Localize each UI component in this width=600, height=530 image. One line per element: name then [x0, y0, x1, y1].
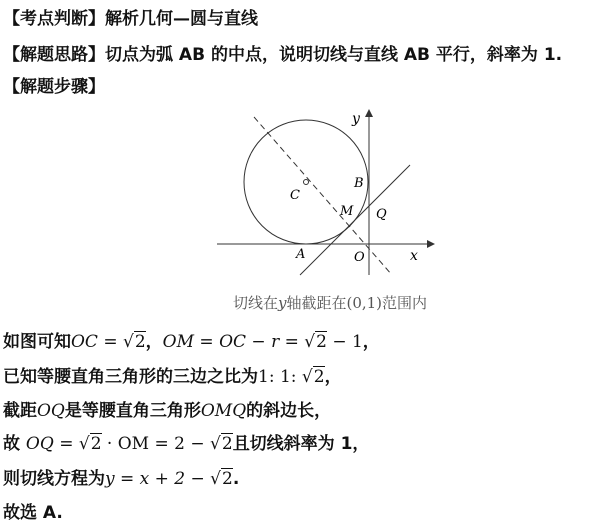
solution-step-5: 则切线方程为y = x + 2 − √2. — [3, 469, 240, 489]
label-O: O — [354, 250, 365, 265]
label-M: M — [340, 204, 354, 219]
label-Q: Q — [376, 207, 387, 222]
solution-step-1: 如图可知OC = √2，OM = OC − r = √2 − 1， — [3, 332, 380, 352]
label-A: A — [296, 247, 306, 262]
header-topic: 【考点判断】解析几何—圆与直线 — [3, 9, 258, 29]
label-B: B — [354, 176, 364, 191]
header-steps: 【解题步骤】 — [3, 77, 105, 97]
solution-step-4: 故 OQ = √2 · OM = 2 − √2且切线斜率为 1， — [3, 434, 370, 454]
center-point — [304, 180, 309, 185]
y-axis-arrow — [365, 109, 373, 117]
solution-step-3: 截距OQ是等腰直角三角形OMQ的斜边长， — [3, 401, 332, 421]
figure-caption: 切线在y轴截距在(0,1)范围内 — [232, 294, 428, 312]
x-axis-arrow — [427, 240, 435, 248]
solution-answer: 故选 A. — [3, 503, 63, 523]
solution-step-2: 已知等腰直角三角形的三边之比为1: 1: √2， — [3, 367, 342, 387]
label-x: x — [410, 248, 418, 264]
label-y: y — [352, 111, 360, 127]
label-C: C — [290, 188, 300, 203]
circle-line-figure — [212, 105, 437, 280]
header-approach: 【解题思路】切点为弧 AB 的中点，说明切线与直线 AB 平行，斜率为 1. — [3, 45, 563, 65]
